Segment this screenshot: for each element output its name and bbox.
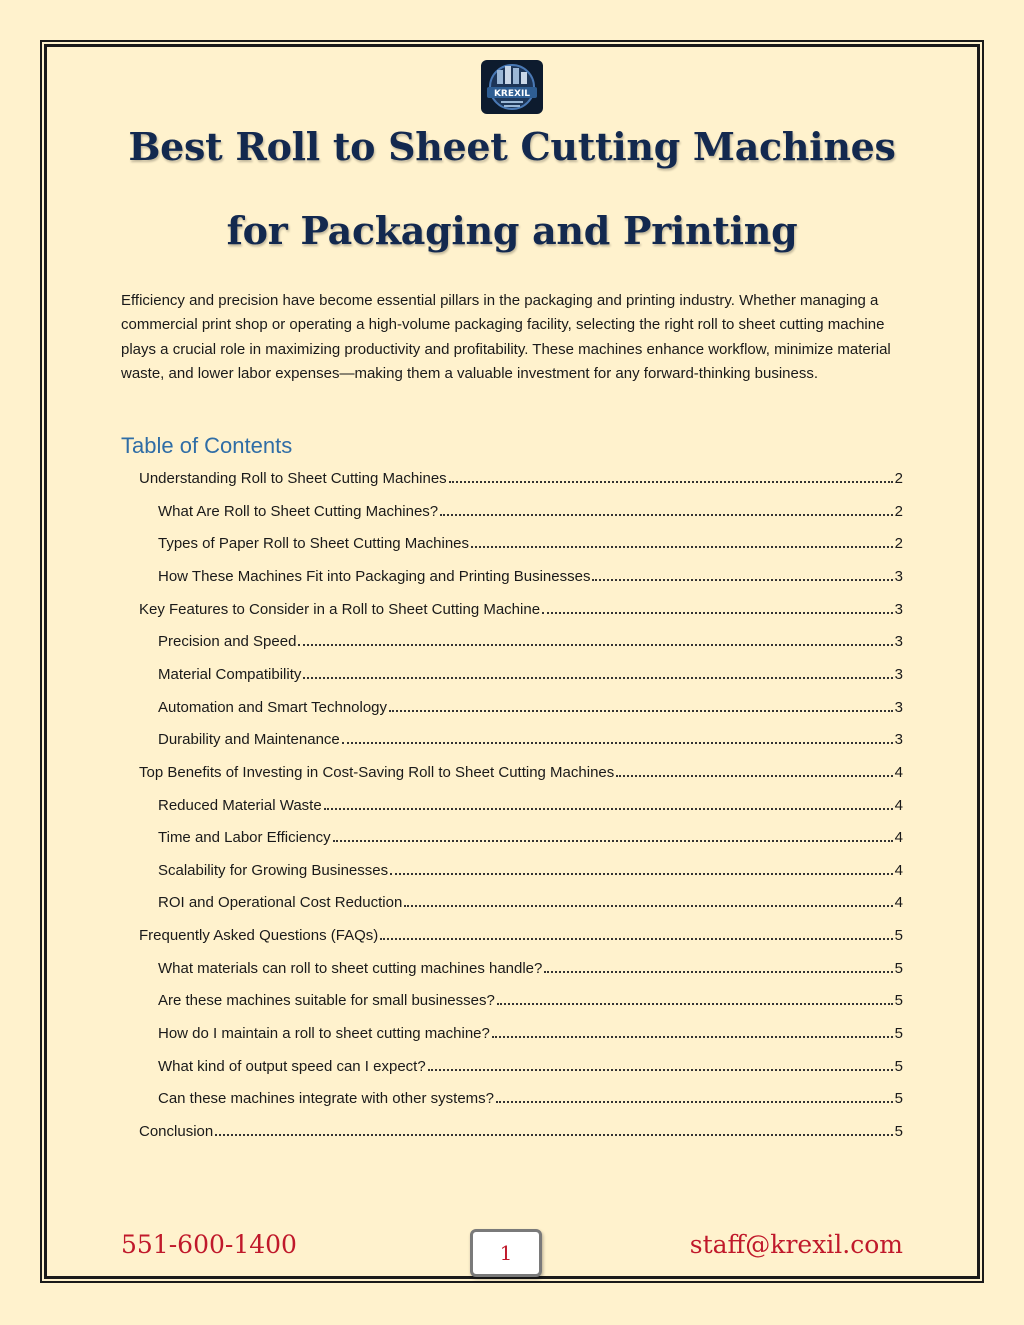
toc-entry[interactable] <box>158 663 903 683</box>
toc-entry[interactable] <box>158 826 903 846</box>
toc-entry-page: 3 <box>894 567 903 585</box>
toc-entry-page: 3 <box>894 633 903 651</box>
toc-entry-title: What Are Roll to Sheet Cutting Machines? <box>158 502 439 520</box>
toc-entry-page: 4 <box>894 861 903 879</box>
krexil-logo <box>481 60 543 114</box>
toc-entry-page: 3 <box>894 665 903 683</box>
toc-entry-page: 5 <box>894 1025 903 1043</box>
toc-dot-leader <box>616 775 892 777</box>
toc-entry-page: 2 <box>894 535 903 553</box>
toc-entry[interactable] <box>158 1087 903 1107</box>
footer-email: staff@krexil.com <box>689 1230 903 1259</box>
toc-entry[interactable] <box>158 728 903 748</box>
toc-entry[interactable] <box>139 761 903 781</box>
toc-entry-page: 2 <box>894 470 903 487</box>
toc-entry[interactable] <box>139 924 903 944</box>
toc-dot-leader <box>544 971 892 973</box>
document-title-line-1: Best Roll to Sheet Cutting Machines <box>128 124 896 169</box>
toc-entry-title: Top Benefits of Investing in Cost-Saving Roll to Sheet Cutting Machines <box>139 763 615 781</box>
toc-entry-title: Precision and Speed <box>158 633 297 651</box>
toc-entry-title: ROI and Operational Cost Reduction <box>158 894 403 912</box>
page-number-box <box>470 1229 542 1277</box>
toc-dot-leader <box>333 840 893 842</box>
toc-entry-title: Are these machines suitable for small businesses? <box>158 992 495 1010</box>
toc-entry[interactable] <box>158 794 903 814</box>
toc-entry-title: Key Features to Consider in a Roll to Sheet Cutting Machine <box>139 600 541 618</box>
toc-entry[interactable] <box>158 957 903 977</box>
toc-dot-leader <box>389 710 893 712</box>
toc-dot-leader <box>440 514 893 516</box>
toc-entry-page: 5 <box>894 1090 903 1108</box>
toc-entry-page: 4 <box>894 763 903 781</box>
toc-dot-leader <box>324 808 893 810</box>
toc-entry-page: 3 <box>894 600 903 618</box>
toc-entry-page: 5 <box>894 992 903 1010</box>
toc-entry-title: What kind of output speed can I expect? <box>158 1057 426 1075</box>
logo-text: KREXIL <box>493 89 531 99</box>
toc-heading: Table of Contents <box>121 433 293 458</box>
footer-phone: 551-600-1400 <box>121 1230 297 1259</box>
toc-entry-title: Types of Paper Roll to Sheet Cutting Machines <box>158 535 470 553</box>
toc-entry-page: 4 <box>894 894 903 912</box>
toc-entry-title: Time and Labor Efficiency <box>158 829 331 847</box>
toc-entry-title: How These Machines Fit into Packaging and Printing Businesses <box>158 567 591 585</box>
toc-dot-leader <box>592 579 892 581</box>
toc-dot-leader <box>496 1101 893 1103</box>
toc-dot-leader <box>380 938 892 940</box>
toc-entry-title: Material Compatibility <box>158 665 302 683</box>
toc-dot-leader <box>449 481 893 483</box>
toc-entry-page: 5 <box>894 959 903 977</box>
toc-entry-page: 4 <box>894 829 903 847</box>
toc-entry-page: 2 <box>894 502 903 520</box>
toc-entry[interactable] <box>139 467 903 487</box>
toc-entry[interactable] <box>158 891 903 911</box>
toc-entry-page: 5 <box>894 927 903 945</box>
toc-entry-title: Automation and Smart Technology <box>158 698 388 716</box>
toc-entry[interactable] <box>158 500 903 520</box>
toc-dot-leader <box>215 1134 892 1136</box>
toc-entry-title: Scalability for Growing Businesses <box>158 861 389 879</box>
document-title-line-2: for Packaging and Printing <box>226 208 798 253</box>
toc-entry-page: 4 <box>894 796 903 814</box>
toc-entry-title: Can these machines integrate with other systems? <box>158 1090 494 1108</box>
toc-dot-leader <box>497 1003 893 1005</box>
toc-dot-leader <box>471 546 893 548</box>
toc-entry-title: What materials can roll to sheet cutting machines handle? <box>158 959 543 977</box>
toc-entry-title: Durability and Maintenance <box>158 731 340 749</box>
toc-entry[interactable] <box>158 565 903 585</box>
toc-dot-leader <box>390 873 893 875</box>
toc-entry-title: Conclusion <box>139 1123 214 1140</box>
toc-dot-leader <box>303 677 892 679</box>
toc-entry-title: Reduced Material Waste <box>158 796 322 814</box>
intro-paragraph: Efficiency and precision have become essential pillars in the packaging and printing industry. Whether managing a commercial print shop or operating a high-volume packaging facility, selecting the right roll to sheet cutting machine plays a crucial role in maximizing productivity and profitability. These machines enhance workflow, minimize material waste, and lower labor expenses—making them a valuable investment for any forward-thinking business. <box>121 292 891 382</box>
toc-entry[interactable] <box>158 696 903 716</box>
toc-entry-page: 3 <box>894 731 903 749</box>
toc-dot-leader <box>428 1069 893 1071</box>
toc-dot-leader <box>492 1036 893 1038</box>
toc-entry-title: Understanding Roll to Sheet Cutting Machines <box>139 470 447 487</box>
toc-dot-leader <box>404 905 892 907</box>
toc-entry[interactable] <box>158 1055 903 1075</box>
page-number: 1 <box>499 1241 513 1265</box>
toc-entry[interactable] <box>158 630 903 650</box>
toc-entry[interactable] <box>158 989 903 1009</box>
toc-entry-page: 5 <box>894 1123 903 1140</box>
toc-entry-page: 5 <box>894 1057 903 1075</box>
toc-entry[interactable] <box>139 598 903 618</box>
toc-entry-page: 3 <box>894 698 903 716</box>
toc-entry[interactable] <box>158 859 903 879</box>
toc-entry-title: Frequently Asked Questions (FAQs) <box>139 927 379 945</box>
toc-entry[interactable] <box>139 1120 903 1140</box>
toc-entry[interactable] <box>158 532 903 552</box>
toc-entry-title: How do I maintain a roll to sheet cutting machine? <box>158 1025 490 1043</box>
toc-entry[interactable] <box>158 1022 903 1042</box>
toc-dot-leader <box>298 644 892 646</box>
toc-dot-leader <box>342 742 893 744</box>
toc-dot-leader <box>542 612 893 614</box>
